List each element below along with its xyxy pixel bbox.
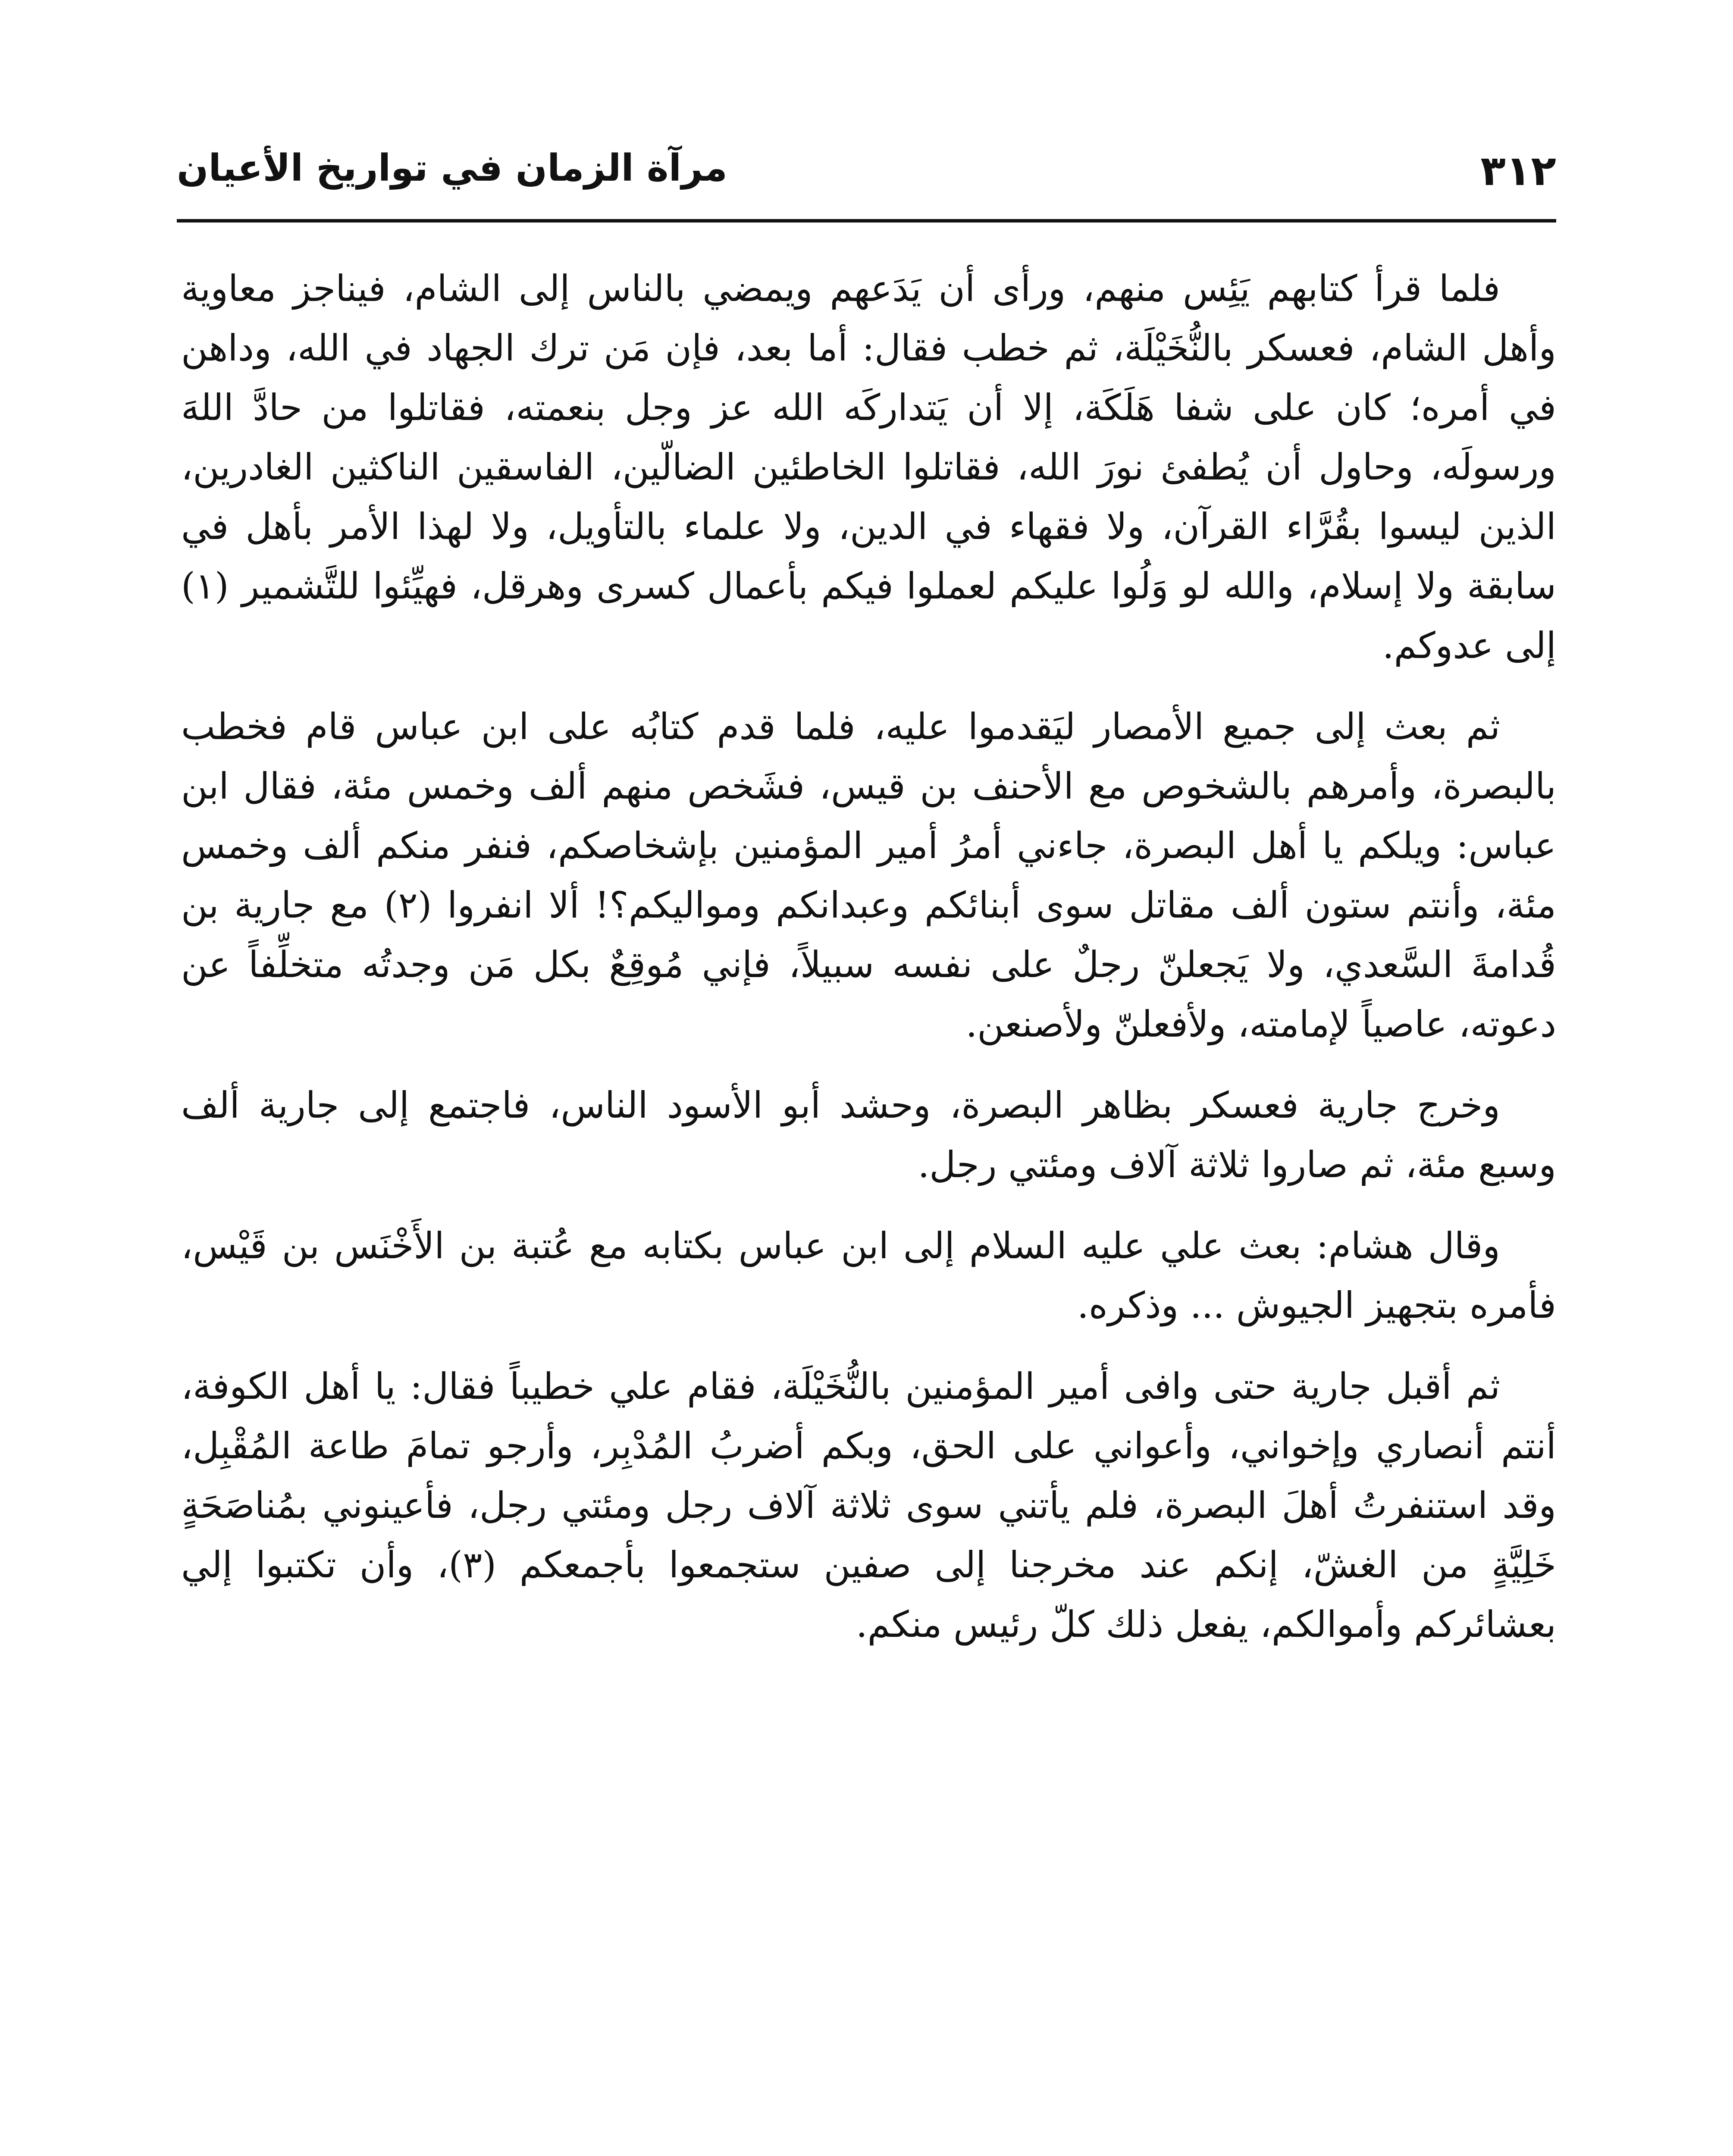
header-rule	[177, 219, 1556, 222]
main-text	[181, 259, 1556, 1676]
paragraph: ثم بعث إلى جميع الأمصار ليَقدموا عليه، فلما قدم كتابُه على ابن عباس قام فخطب بالبصرة، وأمرهم بالشخوص مع الأحنف بن قيس، فشَخص منهم ألف وخمس مئة، فقال ابن عباس: ويلكم يا أهل البصرة، جاءني أمرُ أمير المؤمنين بإشخاصكم، فنفر منكم ألف وخمس مئة، وأنتم ستون ألف مقاتل سوى أبنائكم وعبدانكم ومواليكم؟! ألا انفروا (٢) مع جارية بن قُدامةَ السَّعدي، ولا يَجعلنّ رجلٌ على نفسه سبيلاً، فإني مُوقِعٌ بكل مَن وجدتُه متخلِّفاً عن دعوته، عاصياً لإمامته، ولأفعلنّ ولأصنعن.	[181, 705, 1556, 1045]
paragraph: وخرج جارية فعسكر بظاهر البصرة، وحشد أبو الأسود الناس، فاجتمع إلى جارية ألف وسبع مئة، ثم صاروا ثلاثة آلاف ومئتي رجل.	[181, 1084, 1556, 1186]
paragraph: وقال هشام: بعث علي عليه السلام إلى ابن عباس بكتابه مع عُتبة بن الأَخْنَس بن قَيْس، فأمره بتجهيز الجيوش ... وذكره.	[181, 1225, 1556, 1326]
paragraph: فلما قرأ كتابهم يَئِس منهم، ورأى أن يَدَعهم ويمضي بالناس إلى الشام، فيناجز معاوية وأهل الشام، فعسكر بالنُّخَيْلَة، ثم خطب فقال: أما بعد، فإن مَن ترك الجهاد في الله، وداهن في أمره؛ كان على شفا هَلَكَة، إلا أن يَتداركَه الله عز وجل بنعمته، فقاتلوا من حادَّ اللهَ ورسولَه، وحاول أن يُطفئ نورَ الله، فقاتلوا الخاطئين الضالّين، الفاسقين الناكثين الغادرين، الذين ليسوا بقُرَّاء القرآن، ولا فقهاء في الدين، ولا علماء بالتأويل، ولا لهذا الأمر بأهل في سابقة ولا إسلام، والله لو وَلُوا عليكم لعملوا فيكم بأعمال كسرى وهرقل، فهيِّئوا للتَّشمير (١) إلى عدوكم.	[181, 267, 1556, 667]
page-number: ٣١٢	[1480, 147, 1556, 195]
page-header	[177, 142, 1556, 216]
paragraph: ثم أقبل جارية حتى وافى أمير المؤمنين بالنُّخَيْلَة، فقام علي خطيباً فقال: يا أهل الكوفة، أنتم أنصاري وإخواني، وأعواني على الحق، وبكم أضربُ المُدْبِر، وأرجو تمامَ طاعة المُقْبِل، وقد استنفرتُ أهلَ البصرة، فلم يأتني سوى ثلاثة آلاف رجل ومئتي رجل، فأعينوني بمُناصَحَةٍ خَلِيَّةٍ من الغشّ، إنكم عند مخرجنا إلى صفين ستجمعوا بأجمعكم (٣)، وأن تكتبوا إلي بعشائركم وأموالكم، يفعل ذلك كلّ رئيس منكم.	[181, 1365, 1556, 1645]
running-title: مرآة الزمان في تواريخ الأعيان	[177, 147, 727, 190]
